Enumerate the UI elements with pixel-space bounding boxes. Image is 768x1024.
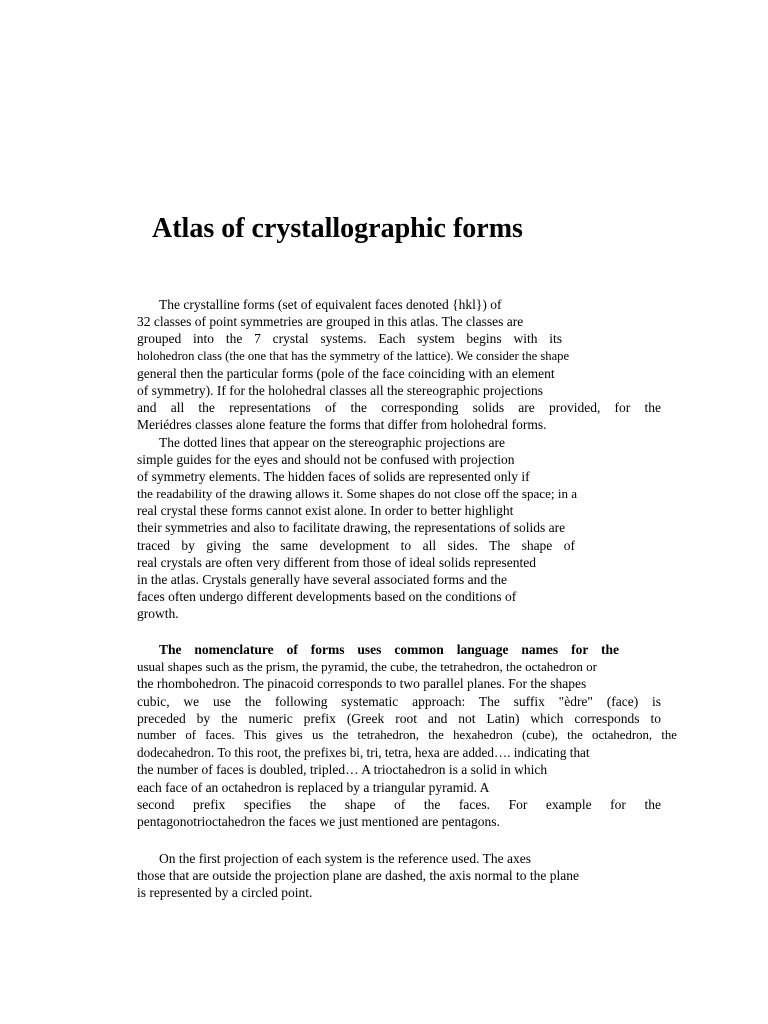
paragraph-intro [137, 296, 661, 623]
text-line: of symmetry elements. The hidden faces of solids are represented only if [137, 468, 530, 484]
text-line: the rhombohedron. The pinacoid corresponds to two parallel planes. For the shapes [137, 676, 587, 692]
text-line: grouped into the 7 crystal systems. Each system begins with its [137, 331, 562, 347]
text-line: usual shapes such as the prism, the pyramid, the cube, the tetrahedron, the octahedron or [137, 659, 597, 675]
text-line: cubic, we use the following systematic approach: The suffix "èdre" (face) is [137, 693, 661, 709]
text-line: preceded by the numeric prefix (Greek root and not Latin) which corresponds to [137, 710, 661, 726]
text-line: those that are outside the projection plane are dashed, the axis normal to the plane [137, 868, 579, 884]
text-line: growth. [137, 606, 179, 622]
text-line: in the atlas. Crystals generally have several associated forms and the [137, 572, 507, 587]
text-line: the readability of the drawing allows it. Some shapes do not close off the space; in a [137, 486, 578, 502]
text-line: second prefix specifies the shape of the faces. For example for the [137, 796, 661, 812]
text-line: The nomenclature of forms uses common language names for the [159, 642, 619, 657]
text-line: real crystal these forms cannot exist alone. In order to better highlight [137, 503, 514, 519]
text-line: Meriédres classes alone feature the forms that differ from holohedral forms. [137, 417, 547, 433]
text-line: their symmetries and also to facilitate drawing, the representations of solids are [137, 520, 566, 536]
paragraph-projection [137, 850, 661, 902]
text-line: each face of an octahedron is replaced by a triangular pyramid. A [137, 779, 490, 795]
text-line: 32 classes of point symmetries are grouped in this atlas. The classes are [137, 314, 524, 330]
text-line: holohedron class (the one that has the symmetry of the lattice). We consider the shape [137, 348, 570, 363]
text-line: real crystals are often very different from those of ideal solids represented [137, 554, 536, 570]
text-line: the number of faces is doubled, tripled… A trioctahedron is a solid in which [137, 762, 548, 778]
text-line: and all the representations of the corresponding solids are provided, for the [137, 400, 661, 416]
text-line: of symmetry). If for the holohedral classes all the stereographic projections [137, 382, 543, 398]
text-line: The crystalline forms (set of equivalent faces denoted {hkl}) of [159, 297, 502, 312]
page-title: Atlas of crystallographic forms [152, 213, 523, 244]
text-line: number of faces. This gives us the tetrahedron, the hexahedron (cube), the octahedron, the [137, 727, 677, 742]
text-line: is represented by a circled point. [137, 885, 313, 901]
text-line: dodecahedron. To this root, the prefixes bi, tri, tetra, hexa are added…. indicating that [137, 745, 590, 761]
text-line: faces often undergo different developments based on the conditions of [137, 589, 517, 605]
text-line: On the first projection of each system is the reference used. The axes [159, 851, 531, 866]
text-line: general then the particular forms (pole of the face coinciding with an element [137, 365, 555, 381]
text-line: The dotted lines that appear on the stereographic projections are [159, 434, 505, 450]
text-line: pentagonotrioctahedron the faces we just mentioned are pentagons. [137, 813, 500, 829]
text-line: simple guides for the eyes and should not be confused with projection [137, 451, 515, 467]
paragraph-nomenclature [137, 641, 677, 830]
text-line: traced by giving the same development to all sides. The shape of [137, 537, 575, 553]
